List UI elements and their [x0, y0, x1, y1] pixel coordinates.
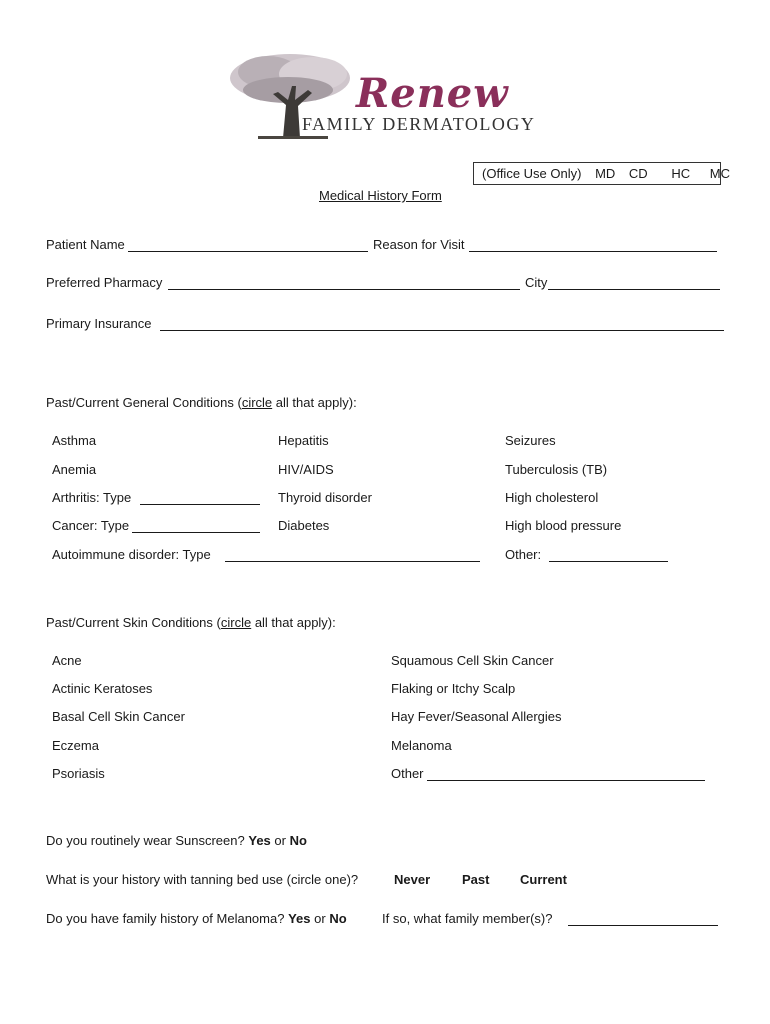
office-use-label: (Office Use Only): [482, 166, 582, 181]
tanning-current[interactable]: Current: [520, 872, 567, 887]
tanning-question: What is your history with tanning bed use (circle one)?: [46, 872, 359, 887]
condition-autoimmune[interactable]: Autoimmune disorder: Type: [52, 547, 211, 562]
condition-high-blood-pressure[interactable]: High blood pressure: [505, 518, 622, 533]
melanoma-question: Do you have family history of Melanoma? Yes or No: [46, 911, 347, 926]
skin-psoriasis[interactable]: Psoriasis: [52, 766, 105, 781]
primary-insurance-field[interactable]: [160, 329, 724, 331]
condition-hepatitis[interactable]: Hepatitis: [278, 433, 329, 448]
sunscreen-yes[interactable]: Yes: [248, 833, 271, 848]
skin-basal-cell[interactable]: Basal Cell Skin Cancer: [52, 709, 185, 724]
skin-squamous-cell[interactable]: Squamous Cell Skin Cancer: [391, 653, 554, 668]
tanning-past[interactable]: Past: [462, 872, 490, 887]
reason-for-visit-label: Reason for Visit: [373, 237, 465, 252]
condition-hiv-aids[interactable]: HIV/AIDS: [278, 462, 334, 477]
condition-arthritis[interactable]: Arthritis: Type: [52, 490, 132, 505]
preferred-pharmacy-label: Preferred Pharmacy: [46, 275, 163, 290]
autoimmune-type-field[interactable]: [225, 560, 480, 562]
logo: [228, 50, 548, 145]
skin-other-field[interactable]: [427, 779, 705, 781]
form-title: Medical History Form: [319, 188, 442, 203]
city-field[interactable]: [548, 288, 720, 290]
office-code-cd[interactable]: CD: [628, 166, 648, 181]
brand-name: Renew: [356, 70, 509, 117]
condition-seizures[interactable]: Seizures: [505, 433, 556, 448]
skin-other[interactable]: Other: [391, 766, 424, 781]
skin-hay-fever[interactable]: Hay Fever/Seasonal Allergies: [391, 709, 562, 724]
office-code-hc[interactable]: HC: [671, 166, 691, 181]
reason-for-visit-field[interactable]: [469, 250, 717, 252]
office-code-mc[interactable]: MC: [709, 166, 730, 181]
general-conditions-heading: Past/Current General Conditions (circle all that apply):: [46, 395, 357, 410]
cancer-type-field[interactable]: [132, 531, 260, 533]
office-use-box: [473, 162, 730, 185]
arthritis-type-field[interactable]: [140, 503, 260, 505]
condition-asthma[interactable]: Asthma: [52, 433, 97, 448]
melanoma-no[interactable]: No: [329, 911, 347, 926]
skin-conditions-heading: Past/Current Skin Conditions (circle all that apply):: [46, 615, 336, 630]
tanning-never[interactable]: Never: [394, 872, 431, 887]
patient-name-label: Patient Name: [46, 237, 125, 252]
sunscreen-question: Do you routinely wear Sunscreen? Yes or No: [46, 833, 307, 848]
condition-diabetes[interactable]: Diabetes: [278, 518, 330, 533]
condition-tuberculosis[interactable]: Tuberculosis (TB): [505, 462, 608, 477]
condition-thyroid[interactable]: Thyroid disorder: [278, 490, 372, 505]
family-member-label: If so, what family member(s)?: [382, 911, 553, 926]
melanoma-yes[interactable]: Yes: [288, 911, 311, 926]
condition-cancer[interactable]: Cancer: Type: [52, 518, 130, 533]
sunscreen-no[interactable]: No: [289, 833, 307, 848]
skin-eczema[interactable]: Eczema: [52, 738, 99, 753]
condition-other[interactable]: Other:: [505, 547, 542, 562]
brand-subtitle: FAMILY DERMATOLOGY: [302, 114, 536, 134]
skin-actinic-keratoses[interactable]: Actinic Keratoses: [52, 681, 153, 696]
family-member-field[interactable]: [568, 924, 718, 926]
office-code-md[interactable]: MD: [595, 166, 616, 181]
city-label: City: [525, 275, 548, 290]
skin-melanoma[interactable]: Melanoma: [391, 738, 452, 753]
skin-acne[interactable]: Acne: [52, 653, 82, 668]
primary-insurance-label: Primary Insurance: [46, 316, 152, 331]
condition-anemia[interactable]: Anemia: [52, 462, 97, 477]
general-other-field[interactable]: [549, 560, 668, 562]
preferred-pharmacy-field[interactable]: [168, 288, 520, 290]
patient-name-field[interactable]: [128, 250, 368, 252]
condition-high-cholesterol[interactable]: High cholesterol: [505, 490, 599, 505]
skin-flaking-scalp[interactable]: Flaking or Itchy Scalp: [391, 681, 516, 696]
